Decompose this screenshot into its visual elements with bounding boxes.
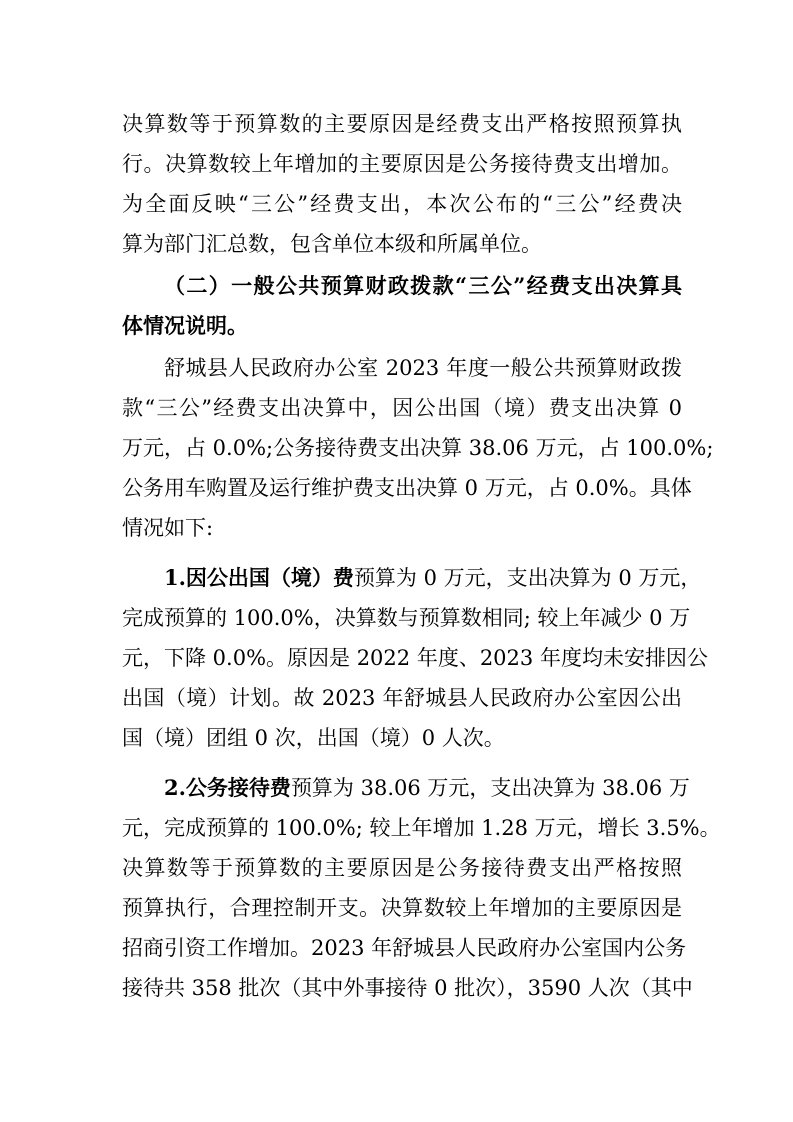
text-line: 行。决算数较上年增加的主要原因是公务接待费支出增加。 [122, 152, 682, 176]
text-line: 舒城县人民政府办公室 2023 年度一般公共预算财政拨 [164, 356, 682, 380]
text-line [164, 768, 690, 808]
text-line: 为全面反映“三公”经费支出，本次公布的“三公”经费决 [122, 192, 682, 216]
text-line [164, 558, 702, 598]
text-line: 决算数等于预算数的主要原因是经费支出严格按照预算执 [122, 112, 682, 136]
text-line: 完成预算的 100.0%，决算数与预算数相同; 较上年减少 0 万 [122, 606, 691, 630]
text-line: 元，下降 0.0%。原因是 2022 年度、2023 年度均未安排因公 [122, 646, 708, 670]
item-text: 预算为 38.06 万元，支出决算为 38.06 万 [290, 776, 690, 800]
text-line: 款“三公”经费支出决算中，因公出国（境）费支出决算 0 [122, 396, 682, 420]
text-line: 万元，占 0.0%;公务接待费支出决算 38.06 万元，占 100.0%; [122, 436, 714, 460]
item-label: 2.公务接待费 [164, 775, 291, 800]
text-line: 预算执行，合理控制开支。决算数较上年增加的主要原因是 [122, 896, 682, 920]
item-label: 1.因公出国（境）费 [164, 565, 354, 590]
text-line: 算为部门汇总数，包含单位本级和所属单位。 [122, 232, 542, 256]
text-line: 接待共 358 批次（其中外事接待 0 批次），3590 人次（其中 [122, 976, 693, 1000]
text-line: 情况如下: [122, 516, 214, 540]
section-heading: （二）一般公共预算财政拨款“三公”经费支出决算具 [164, 273, 682, 298]
text-line: 出国（境）计划。故 2023 年舒城县人民政府办公室因公出 [122, 686, 682, 710]
item-text: 预算为 0 万元，支出决算为 0 万元， [353, 566, 702, 590]
text-line: 决算数等于预算数的主要原因是公务接待费支出严格按照 [122, 856, 682, 880]
text-line: 国（境）团组 0 次，出国（境）0 人次。 [122, 726, 505, 750]
section-heading: 体情况说明。 [122, 313, 248, 338]
text-line: 公务用车购置及运行维护费支出决算 0 万元，占 0.0%。具体 [122, 476, 692, 500]
text-line: 招商引资工作增加。2023 年舒城县人民政府办公室国内公务 [122, 936, 687, 960]
text-line: 元，完成预算的 100.0%; 较上年增加 1.28 万元，增长 3.5%。 [122, 816, 721, 840]
